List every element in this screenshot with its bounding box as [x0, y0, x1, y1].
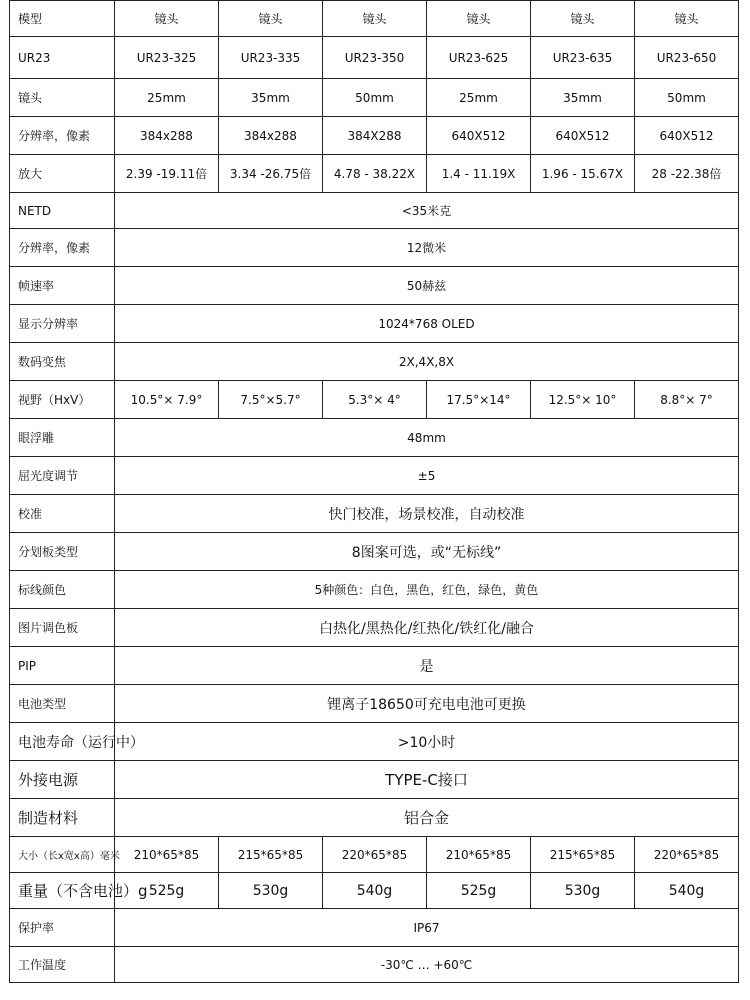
table-row	[10, 609, 739, 647]
cell-value-spanned: 5种颜色：白色，黑色，红色，绿色，黄色	[115, 571, 739, 609]
cell-value: 镜头	[115, 1, 219, 37]
row-label: 分辨率，像素	[10, 229, 115, 267]
row-label: 显示分辨率	[10, 305, 115, 343]
cell-value: 35mm	[219, 79, 323, 117]
cell-value: 525g	[115, 873, 219, 909]
cell-value: UR23-650	[635, 37, 739, 79]
table-row	[10, 457, 739, 495]
cell-value: UR23-625	[427, 37, 531, 79]
cell-value: UR23-635	[531, 37, 635, 79]
cell-value: 17.5°×14°	[427, 381, 531, 419]
row-label: 标线颜色	[10, 571, 115, 609]
table-row	[10, 229, 739, 267]
cell-value: 28 -22.38倍	[635, 155, 739, 193]
cell-value: 215*65*85	[219, 837, 323, 873]
row-label: 分划板类型	[10, 533, 115, 571]
cell-value-spanned: 1024*768 OLED	[115, 305, 739, 343]
cell-value: 35mm	[531, 79, 635, 117]
cell-value: 640X512	[531, 117, 635, 155]
cell-value: 25mm	[427, 79, 531, 117]
cell-value: 220*65*85	[323, 837, 427, 873]
cell-value: 1.4 - 11.19X	[427, 155, 531, 193]
cell-value: 10.5°× 7.9°	[115, 381, 219, 419]
cell-value-spanned: TYPE-C接口	[115, 761, 739, 799]
table-row	[10, 495, 739, 533]
table-row	[10, 837, 739, 873]
table-row	[10, 799, 739, 837]
cell-value-spanned: 12微米	[115, 229, 739, 267]
table-row	[10, 761, 739, 799]
table-row	[10, 155, 739, 193]
cell-value: 7.5°×5.7°	[219, 381, 323, 419]
cell-value: 215*65*85	[531, 837, 635, 873]
cell-value: UR23-335	[219, 37, 323, 79]
row-label: PIP	[10, 647, 115, 685]
cell-value: UR23-350	[323, 37, 427, 79]
cell-value-spanned: <35米克	[115, 193, 739, 229]
table-row	[10, 267, 739, 305]
cell-value: 384X288	[323, 117, 427, 155]
row-label: 帧速率	[10, 267, 115, 305]
cell-value: 530g	[219, 873, 323, 909]
row-label: 重量（不含电池）g	[10, 873, 115, 909]
cell-value: 镜头	[219, 1, 323, 37]
row-label: 电池寿命（运行中）	[10, 723, 115, 761]
cell-value: UR23-325	[115, 37, 219, 79]
cell-value-spanned: ±5	[115, 457, 739, 495]
row-label: 图片调色板	[10, 609, 115, 647]
cell-value-spanned: 是	[115, 647, 739, 685]
table-row	[10, 647, 739, 685]
table-row	[10, 1, 739, 37]
cell-value-spanned: -30℃ … +60℃	[115, 947, 739, 983]
cell-value-spanned: 48mm	[115, 419, 739, 457]
table-row	[10, 419, 739, 457]
table-row	[10, 873, 739, 909]
row-label: 校准	[10, 495, 115, 533]
cell-value-spanned: 50赫兹	[115, 267, 739, 305]
cell-value: 50mm	[323, 79, 427, 117]
cell-value: 540g	[635, 873, 739, 909]
cell-value-spanned: 白热化/黑热化/红热化/铁红化/融合	[115, 609, 739, 647]
cell-value-spanned: 8图案可选，或“无标线”	[115, 533, 739, 571]
cell-value: 25mm	[115, 79, 219, 117]
row-label: 保护率	[10, 909, 115, 947]
cell-value: 50mm	[635, 79, 739, 117]
cell-value: 1.96 - 15.67X	[531, 155, 635, 193]
table-row	[10, 947, 739, 983]
cell-value: 4.78 - 38.22X	[323, 155, 427, 193]
cell-value: 384x288	[115, 117, 219, 155]
cell-value: 220*65*85	[635, 837, 739, 873]
row-label: 放大	[10, 155, 115, 193]
table-row	[10, 37, 739, 79]
row-label: 眼浮雕	[10, 419, 115, 457]
table-row	[10, 79, 739, 117]
row-label: 数码变焦	[10, 343, 115, 381]
table-row	[10, 909, 739, 947]
table-row	[10, 685, 739, 723]
table-row	[10, 723, 739, 761]
cell-value: 540g	[323, 873, 427, 909]
cell-value: 镜头	[531, 1, 635, 37]
cell-value: 8.8°× 7°	[635, 381, 739, 419]
cell-value: 210*65*85	[115, 837, 219, 873]
row-label: NETD	[10, 193, 115, 229]
row-label: 工作温度	[10, 947, 115, 983]
row-label: 屈光度调节	[10, 457, 115, 495]
cell-value: 2.39 -19.11倍	[115, 155, 219, 193]
row-label: UR23	[10, 37, 115, 79]
table-row	[10, 381, 739, 419]
cell-value-spanned: IP67	[115, 909, 739, 947]
cell-value-spanned: 2X,4X,8X	[115, 343, 739, 381]
cell-value-spanned: 铝合金	[115, 799, 739, 837]
row-label: 镜头	[10, 79, 115, 117]
row-label: 分辨率，像素	[10, 117, 115, 155]
row-label: 制造材料	[10, 799, 115, 837]
row-label: 大小（长x宽x高）毫米	[10, 837, 115, 873]
cell-value: 640X512	[635, 117, 739, 155]
table-row	[10, 193, 739, 229]
table-row	[10, 343, 739, 381]
cell-value: 530g	[531, 873, 635, 909]
cell-value: 镜头	[635, 1, 739, 37]
table-row	[10, 571, 739, 609]
cell-value-spanned: 快门校准，场景校准，自动校准	[115, 495, 739, 533]
table-row	[10, 117, 739, 155]
cell-value: 镜头	[323, 1, 427, 37]
cell-value: 5.3°× 4°	[323, 381, 427, 419]
row-label: 电池类型	[10, 685, 115, 723]
row-label: 外接电源	[10, 761, 115, 799]
cell-value-spanned: 锂离子18650可充电电池可更换	[115, 685, 739, 723]
table-row	[10, 305, 739, 343]
cell-value: 210*65*85	[427, 837, 531, 873]
cell-value: 12.5°× 10°	[531, 381, 635, 419]
row-label: 视野（HxV）	[10, 381, 115, 419]
spec-table	[9, 0, 739, 983]
cell-value: 384x288	[219, 117, 323, 155]
cell-value: 镜头	[427, 1, 531, 37]
row-label: 模型	[10, 1, 115, 37]
table-row	[10, 533, 739, 571]
cell-value: 3.34 -26.75倍	[219, 155, 323, 193]
cell-value-spanned: >10小时	[115, 723, 739, 761]
cell-value: 640X512	[427, 117, 531, 155]
cell-value: 525g	[427, 873, 531, 909]
